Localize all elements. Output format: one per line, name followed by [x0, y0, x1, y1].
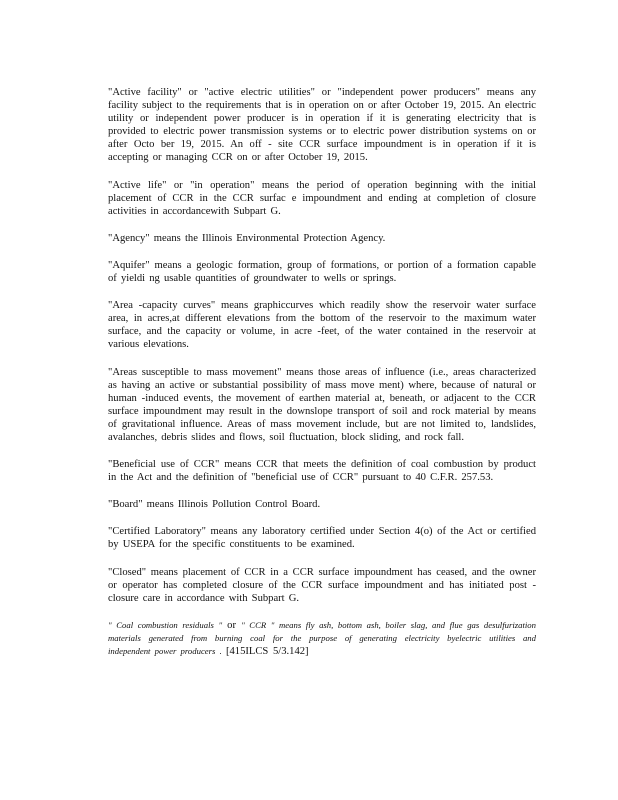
- ccr-term-lead: " Coal combustion residuals ": [108, 619, 223, 630]
- definition-beneficial-use-of-ccr: "Beneficial use of CCR" means CCR that meets the definition of coal combustion by product in the Act and the definition of "beneficial use of CCR" pursuant to 40 C.F.R. 257.53.: [108, 459, 536, 484]
- definition-active-facility: "Active facility" or "active electric utilities" or "independent power producers" means any facility subject to the requirements that is in operation on or after October 19, 2015. An electric utility or independent power producer is in operation if it is generating electricity that is provided to electric power transmission systems or to electric power distribution systems on or after Octo ber 19, 2015. An off - site CCR surface impoundment is in operation if it is accepting or managing CCR on or after October 19, 2015.: [108, 87, 536, 164]
- document-body: [108, 86, 536, 672]
- definition-area-capacity-curves: "Area -capacity curves" means graphiccurves which readily show the reservoir water surface area, in acres,at different elevations from the bottom of the reservoir to the maximum water surface, and the capacity or volume, in acre -feet, of the water contained in the reservoir at various elevations.: [108, 300, 536, 351]
- definition-agency: "Agency" means the Illinois Environmental Protection Agency.: [108, 232, 386, 244]
- ccr-term-abbrev: " CCR ": [241, 619, 275, 630]
- definition-aquifer: "Aquifer" means a geologic formation, group of formations, or portion of a formation capable of yieldi ng usable quantities of groundwater to wells or springs.: [108, 259, 536, 285]
- ccr-definition-text: means fly ash, bottom ash, boiler slag, and flue gas desulfurization materials generated from burning coal for the purpose of generating electricity byelectric utilities and independent power producers .: [108, 619, 536, 656]
- definition-coal-combustion-residuals: [108, 619, 536, 658]
- statute-citation: [415ILCS 5/3.142]: [225, 645, 309, 657]
- definition-areas-susceptible-to-mass-movement: "Areas susceptible to mass movement" means those areas of influence (i.e., areas characterized as having an active or substantial possibility of mass move ment) where, because of natural or human -induced events, the movement of earthen material at, beneath, or adjacent to the CCR surface impoundment may result in the downslope transport of soil and rock material by means of gravitational influence. Areas of mass movement include, but are not limited to, landslides, avalanches, debris slides and flows, soil fluctuation, block sliding, and rock fall.: [108, 366, 536, 443]
- definition-board: "Board" means Illinois Pollution Control Board.: [108, 499, 321, 511]
- definition-certified-laboratory: "Certified Laboratory" means any laboratory certified under Section 4(o) of the Act or certified by USEPA for the specific constituents to be examined.: [108, 526, 536, 551]
- ccr-term-or: or: [222, 619, 242, 631]
- definition-active-life: "Active life" or "in operation" means the period of operation beginning with the initial placement of CCR in the CCR surfac e impoundment and ending at completion of closure activities in accordancewith Subpart G.: [108, 179, 536, 217]
- definition-closed: "Closed" means placement of CCR in a CCR surface impoundment has ceased, and the owner or operator has completed closure of the CCR surface impoundment and has initiated post -closure care in accordance with Subpart G.: [108, 566, 536, 604]
